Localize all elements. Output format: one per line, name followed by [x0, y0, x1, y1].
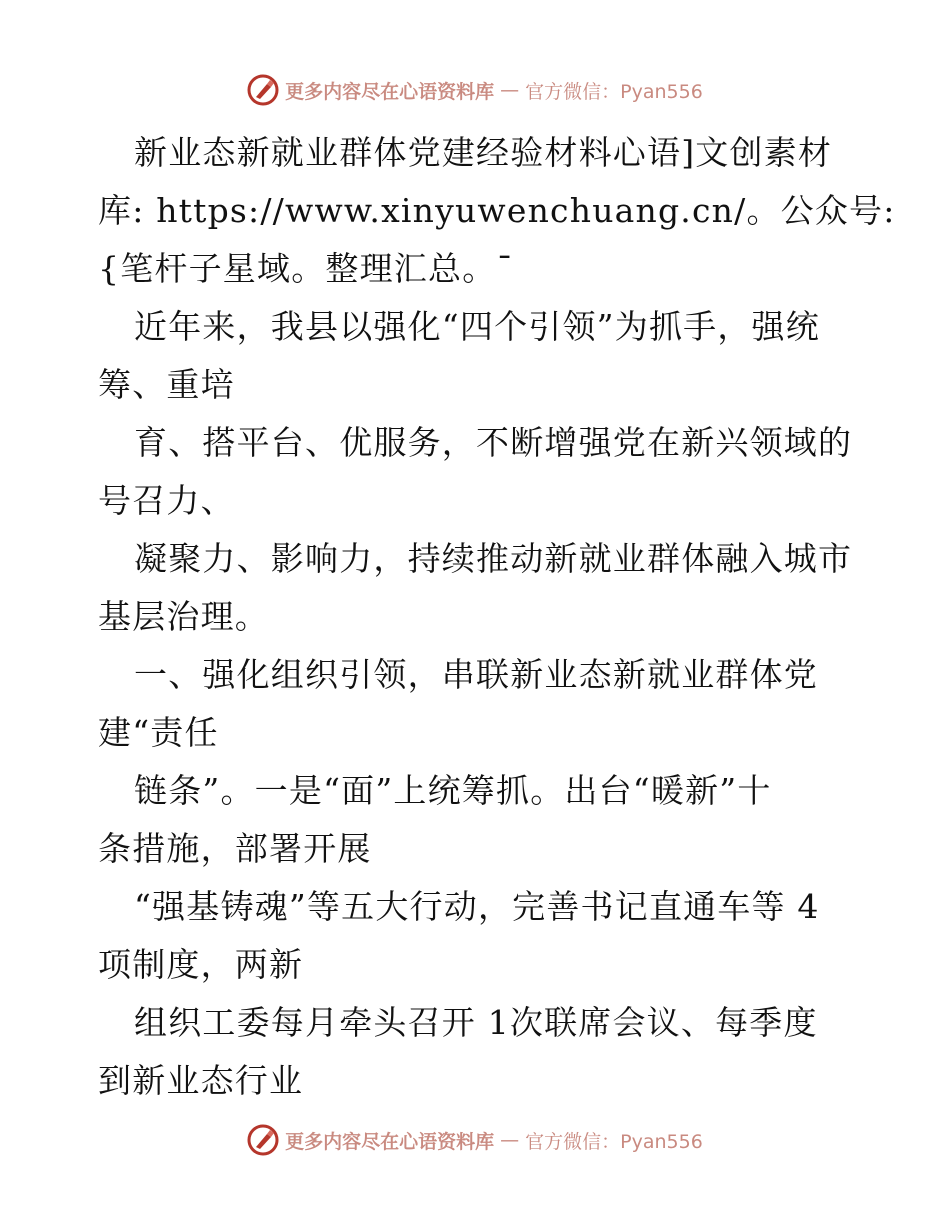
text-line: “强基铸魂”等五大行动，完善书记直通车等 4 — [134, 887, 820, 926]
banner-separator: — — [500, 1129, 520, 1151]
text-line: 凝聚力、影响力，持续推动新就业群体融入城市 — [134, 539, 853, 578]
text-line: 新业态新就业群体党建经验材料心语]文创素材 — [134, 133, 833, 172]
text-line: 基层治理。 — [98, 597, 269, 636]
text-line: 建“责任 — [98, 713, 219, 752]
text-line: 一、强化组织引领，串联新业态新就业群体党 — [134, 655, 818, 694]
text-line: 育、搭平台、优服务，不断增强党在新兴领域的 — [134, 423, 853, 462]
text-line: 近年来，我县以强化“四个引领”为抓手，强统 — [134, 307, 820, 346]
brush-logo-icon — [247, 74, 279, 106]
text-line: 项制度，两新 — [98, 945, 304, 984]
text-line: 号召力、 — [98, 481, 235, 520]
banner-text: 更多内容尽在心语资料库 — [285, 1130, 495, 1153]
banner-contact: 官方微信：Pyan556 — [525, 80, 703, 103]
text-line: 条措施，部署开展 — [98, 829, 372, 868]
text-line: 组织工委每月牵头召开 1次联席会议、每季度 — [134, 1003, 818, 1042]
document-body — [98, 124, 896, 1110]
text-line: {笔杆子星域。整理汇总。¯ — [98, 249, 515, 288]
brush-logo-icon — [247, 1124, 279, 1156]
footer-banner — [0, 1120, 950, 1160]
banner-separator: — — [500, 79, 520, 101]
text-line: 库: https://www.xinyuwenchuang.cn/。公众号: — [98, 191, 896, 230]
header-banner — [0, 70, 950, 110]
banner-text: 更多内容尽在心语资料库 — [285, 80, 495, 103]
text-line: 到新业态行业 — [98, 1061, 304, 1100]
banner-contact: 官方微信：Pyan556 — [525, 1130, 703, 1153]
text-line: 筹、重培 — [98, 365, 235, 404]
text-line: 链条”。一是“面”上统筹抓。出台“暖新”十 — [134, 771, 772, 810]
